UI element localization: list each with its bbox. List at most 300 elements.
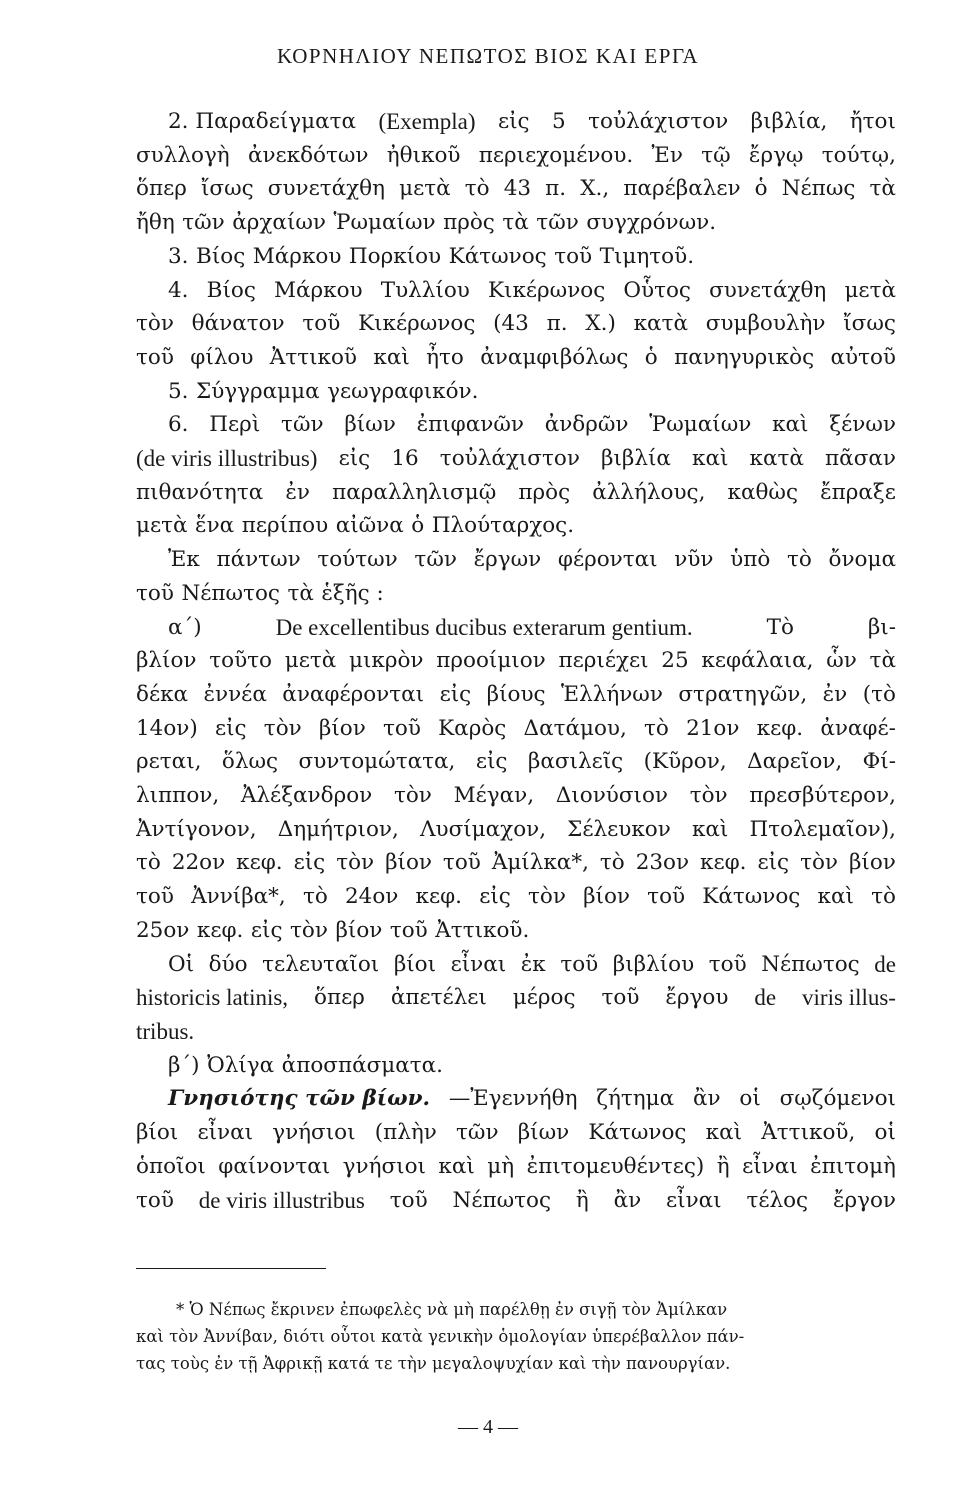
word: ὄνομα (828, 547, 896, 573)
word: ὁποῖοι (136, 1153, 206, 1179)
word: τοῦ (560, 951, 599, 977)
word: τοῦ (554, 243, 593, 269)
text-line (136, 1150, 896, 1184)
word: τοῦ (136, 884, 174, 910)
word: Νέπωτος (452, 1187, 551, 1213)
word: ἴσως (200, 176, 254, 202)
word: τῶν (414, 547, 457, 573)
text-line (136, 880, 896, 914)
word: Περὶ (209, 412, 261, 438)
word: Σύγγραμμα (196, 378, 320, 404)
word: προοίμιον (436, 648, 546, 674)
page-number: — 4 — (458, 1416, 518, 1438)
word: Ἐκ (168, 547, 200, 573)
word: ἀλλήλους, (592, 479, 706, 505)
word: φαίνονται (218, 1153, 331, 1179)
word: 24ον (344, 884, 399, 910)
word: περιέχει (558, 648, 649, 674)
word: πρεσβύτερον, (749, 783, 896, 809)
word: εἰς (338, 446, 371, 472)
footnote (136, 1296, 896, 1377)
word: αἰῶνα (335, 513, 404, 539)
word: αὐτοῦ (830, 344, 896, 370)
word: βιβλία (601, 446, 671, 472)
word: τοῦ (647, 884, 686, 910)
word: τὸν (136, 311, 174, 337)
text-line (136, 341, 896, 375)
word: περίπου (241, 513, 329, 539)
word: περιεχομένου. (478, 142, 634, 168)
word: τῶν (536, 210, 579, 236)
word: τὸ (302, 884, 328, 910)
word: τοῦ (601, 985, 640, 1011)
word: τοῦ (136, 580, 174, 606)
word: ἂν (692, 1086, 721, 1112)
word: Μάρκου (273, 277, 363, 303)
word: Βίος (196, 243, 246, 269)
word: Ἀττικοῦ, (761, 1120, 856, 1146)
word: 5 (552, 109, 566, 134)
word: τὸν (528, 884, 566, 910)
word: εἰς (214, 715, 247, 741)
word: ἀνεκδότων (247, 142, 369, 168)
word: πανηγυρικὸς (674, 344, 815, 370)
word: κεφάλαια, (701, 648, 814, 674)
text-line (136, 139, 896, 173)
word: τελευταῖοι (262, 951, 380, 977)
text-line (136, 846, 896, 880)
word: Νέπως (781, 176, 856, 202)
word: τὸν (336, 850, 375, 876)
text-line (136, 644, 896, 678)
word: ἀναφέρονται (282, 681, 425, 707)
word: δύο (208, 951, 248, 977)
word: (τὸ (862, 681, 896, 707)
word: καὶ (691, 816, 729, 842)
word: ὧν (826, 648, 857, 674)
word: εἰς (757, 850, 790, 876)
word: καὶ (705, 1120, 743, 1146)
word: βίοι (136, 1120, 179, 1146)
text-line (136, 678, 896, 712)
word: (Exempla) (378, 109, 476, 134)
word: μετὰ (399, 176, 451, 202)
word: δέκα (136, 681, 189, 707)
word: π. (545, 176, 567, 202)
word: ὁ (411, 513, 425, 539)
word: (de viris illustribus) (136, 446, 318, 472)
word: Ὀλίγα (207, 1052, 275, 1078)
word: τῷ (701, 142, 731, 168)
word: τὸν (800, 850, 838, 876)
word: Κάτωνος (588, 1120, 687, 1146)
word: τοῦ (136, 1187, 174, 1213)
text-line (136, 307, 896, 341)
word: κεφ. (415, 884, 462, 910)
word: historicis latinis, (136, 985, 289, 1011)
word: συνετάχθη (267, 176, 385, 202)
word: Κικέρωνος (358, 311, 476, 337)
word: ἐπιτομευθέντες) (526, 1153, 705, 1179)
word: Ἀννίβα*, (191, 884, 286, 910)
word: Ἀλέξανδρον (240, 783, 373, 809)
word: ἀποσπάσματα. (281, 1052, 444, 1078)
word: 2. Παραδείγματα (168, 109, 357, 134)
word: ρεται, (136, 749, 202, 775)
word: Διονύσιον (555, 783, 668, 809)
word: κεφ. (236, 850, 283, 876)
word: τὸ (136, 850, 161, 876)
word: de viris illustribus (198, 1187, 365, 1213)
word: Κικέρωνος (487, 277, 606, 303)
word: ἴσως (843, 311, 896, 337)
word: συμβουλὴν (705, 311, 826, 337)
word: τοῦ (302, 311, 341, 337)
word: Ἀττικοῦ (269, 344, 357, 370)
word: 25 (661, 648, 689, 674)
text-line (136, 577, 896, 611)
word: Τυλλίου (380, 277, 470, 303)
text-line (136, 1082, 896, 1116)
word: (43 (493, 311, 529, 337)
text-line (136, 105, 896, 139)
word: βίους (486, 681, 546, 707)
word: μετὰ (136, 513, 188, 539)
word: συνετάχθη (709, 277, 827, 303)
word: 5. (168, 378, 189, 404)
word: ἠθικοῦ (386, 142, 461, 168)
word: βιβλία, (750, 109, 828, 134)
word: τὸν (263, 715, 302, 741)
word: τὰ (869, 176, 896, 202)
word: Ῥωμαίων (333, 210, 436, 236)
word: ὅπερ (136, 176, 187, 202)
text-line (136, 1015, 896, 1049)
word: εἰς (479, 884, 511, 910)
word: καὶ (772, 412, 809, 438)
word: βασιλεῖς (527, 749, 624, 775)
word: ὅπερ (314, 985, 365, 1011)
word: 16 (391, 446, 419, 472)
word: τούτων (317, 547, 398, 573)
text-line (136, 981, 896, 1015)
word: ἀρχαίων (232, 210, 326, 236)
word: βλίον (136, 648, 197, 674)
word: τοῦτο (209, 648, 272, 674)
word: Δατάμου, (523, 715, 627, 741)
word: tribus. (136, 1018, 195, 1044)
word: ἐν (822, 681, 848, 707)
word: Ἑλλήνων (561, 681, 663, 707)
word: τὰ (502, 210, 529, 236)
word: ἐννέα (203, 681, 267, 707)
word: ἐκ (520, 951, 546, 977)
footnote-line: * Ὁ Νέπως ἔκρινεν ἐπωφελὲς νὰ μὴ παρέλθῃ ἐν σιγῇ τὸν Ἀμίλκαν (176, 1300, 728, 1319)
word: καὶ (373, 344, 410, 370)
word: De excellentibus ducibus exterarum gentium. (275, 614, 693, 640)
word: γνήσιοι (272, 1120, 356, 1146)
word: τὸν (689, 783, 728, 809)
text-line (136, 813, 896, 847)
word: συλλογὴ (136, 142, 230, 168)
word: σῳζόμενοι (779, 1086, 896, 1112)
word: ἀναφέ- (820, 715, 896, 741)
word: οἱ (874, 1120, 896, 1146)
word: θάνατον (191, 311, 285, 337)
word: 21ον (686, 715, 740, 741)
word: Λυσίμαχον, (419, 816, 547, 842)
word: ἔργῳ (748, 142, 804, 168)
word: Καρὸς (438, 715, 507, 741)
word: Κάτωνος (448, 243, 547, 269)
word: καὶ (438, 1153, 475, 1179)
word: ἢ (716, 1153, 730, 1179)
word: ἀναμφιβόλως (480, 344, 629, 370)
word: ἤτοι (849, 109, 896, 134)
word: 4. (168, 277, 189, 303)
word: τὸ (787, 547, 812, 573)
word: Τιμητοῦ. (599, 243, 695, 269)
word: μὴ (487, 1153, 515, 1179)
word: τοῦ (708, 951, 747, 977)
word: βίον (385, 850, 432, 876)
word: βίον (583, 884, 630, 910)
word: (Κῦρον, (643, 749, 727, 775)
word: τὸν (290, 917, 328, 943)
word: ὁ (644, 344, 658, 370)
word: τὰ (287, 580, 314, 606)
word: μετὰ (844, 277, 896, 303)
word: βίων (344, 412, 396, 438)
footnote-line: καὶ τὸν Ἀννίβαν, διότι οὗτοι κατὰ γενικὴν ὁμολογίαν ὑπερέβαλλον πάν- (136, 1327, 745, 1346)
word: τὸ (599, 850, 625, 876)
word: τὸν (393, 783, 432, 809)
word: ἔργον (832, 1187, 896, 1213)
word: Ἀττικοῦ. (435, 917, 530, 943)
word: μετὰ (284, 648, 337, 674)
word: τὸ (464, 176, 490, 202)
word: παραλληλισμῷ (332, 479, 497, 505)
word: ζήτημα (596, 1086, 675, 1112)
word: ἦτο (426, 344, 464, 370)
word: παρέβαλεν (623, 176, 741, 202)
word: (πλὴν (374, 1120, 437, 1146)
word: de (754, 985, 777, 1011)
text-line (136, 948, 896, 982)
word: οἱ (739, 1086, 761, 1112)
word: Πορκίου (348, 243, 442, 269)
text-line (136, 914, 896, 948)
word: γνήσιοι (342, 1153, 426, 1179)
word: κεφ. (700, 850, 747, 876)
word: τῶν (281, 412, 324, 438)
word: β΄) (168, 1052, 200, 1078)
word: πρὸς (518, 479, 571, 505)
word: de (874, 951, 896, 977)
word: βίον (318, 715, 366, 741)
word: ἔργου (665, 985, 729, 1011)
word: εἰς (250, 917, 283, 943)
word: Ἀμίλκα*, (491, 850, 589, 876)
text-line (136, 1184, 896, 1218)
word: Μάρκου (252, 243, 342, 269)
word: ἔργων (473, 547, 542, 573)
text-line (136, 206, 896, 240)
word: τοῦ (442, 850, 481, 876)
word: Γνησιότης τῶν βίων. (168, 1086, 430, 1112)
word: συντομώτατα, (298, 749, 456, 775)
text-line (136, 1049, 896, 1083)
word: ἀνδρῶν (544, 412, 629, 438)
word: λιππον, (136, 783, 220, 809)
word: μέρος (512, 985, 576, 1011)
word: βίον (335, 917, 383, 943)
running-header: ΚΟΡΝΗΛΙΟΥ ΝΕΠΩΤΟΣ ΒΙΟΣ ΚΑΙ ΕΡΓΑ (277, 44, 699, 68)
word: 23ον (635, 850, 690, 876)
word: Ἐν (651, 142, 683, 168)
word: τοῦ (389, 1187, 428, 1213)
word: νῦν (674, 547, 714, 573)
word: ὑπὸ (730, 547, 771, 573)
word: τούτῳ, (821, 142, 896, 168)
word: ὁ (754, 176, 768, 202)
word: τοῦ (383, 715, 421, 741)
word: τὰ (869, 648, 896, 674)
text-line (136, 611, 896, 645)
word: Χ., (580, 176, 610, 202)
word: τὸ (644, 715, 669, 741)
word: 3. (168, 243, 189, 269)
word: τῶν (182, 210, 225, 236)
word: ἔπραξε (820, 479, 896, 505)
text-line (136, 745, 896, 779)
word: καὶ (692, 446, 729, 472)
word: 43 (503, 176, 532, 202)
word: εἶναι (666, 1187, 722, 1213)
word: Φί- (862, 749, 896, 775)
word: πρὸς (443, 210, 495, 236)
word: βίοι (393, 951, 437, 977)
word: γεωγραφικόν. (327, 378, 479, 404)
word: πιθανότητα (136, 479, 264, 505)
word: α΄) (168, 614, 202, 640)
word: Χ.) (585, 311, 616, 337)
word: ἤθη (136, 210, 175, 236)
word: Τὸ (766, 614, 794, 640)
word: Οὗτος (623, 277, 691, 303)
text-line (136, 240, 896, 274)
word: Ῥωμαίων (649, 412, 752, 438)
word: τέλος (746, 1187, 809, 1213)
word: Οἱ (168, 951, 195, 977)
word: βιβλίου (612, 951, 695, 977)
word: ἑξῆς : (321, 580, 384, 606)
text-line (136, 375, 896, 409)
word: πᾶσαν (825, 446, 896, 472)
word: 6. (168, 412, 189, 438)
word: εἰς (439, 681, 472, 707)
text-line (136, 509, 896, 543)
word: viris illus- (802, 985, 896, 1011)
word: εἰς (293, 850, 326, 876)
word: κατὰ (749, 446, 804, 472)
body-text (136, 105, 896, 1217)
word: τοῦ (389, 917, 428, 943)
word: τῶν (456, 1120, 499, 1146)
word: Δημήτριον, (277, 816, 399, 842)
word: μικρὸν (349, 648, 424, 674)
word: Πλούταρχος. (431, 513, 575, 539)
word: Βίος (206, 277, 256, 303)
text-line (136, 543, 896, 577)
text-line (136, 1116, 896, 1150)
word: ἀπετέλει (390, 985, 487, 1011)
word: πάντων (216, 547, 301, 573)
word: Νέπωτος (181, 580, 280, 606)
word: εἰς (497, 109, 530, 134)
word: Σέλευκον (567, 816, 671, 842)
word: ξένων (829, 412, 896, 438)
word: φέρονται (557, 547, 658, 573)
text-line (136, 172, 896, 206)
word: στρατηγῶν, (678, 681, 808, 707)
text-line (136, 712, 896, 746)
word: ὅλως (221, 749, 279, 775)
word: 14ον) (136, 715, 198, 741)
word: κατὰ (633, 311, 688, 337)
word: κεφ. (196, 917, 244, 943)
word: καθὼς (727, 479, 798, 505)
text-line (136, 408, 896, 442)
word: βι- (867, 614, 896, 640)
word: βίον (848, 850, 896, 876)
word: ἐν (285, 479, 310, 505)
word: Ἀντίγονον, (136, 816, 257, 842)
footnote-line: τας τοὺς ἐν τῇ Ἀφρικῇ κατά τε τὴν μεγαλοψυχίαν καὶ τὴν πανουργίαν. (136, 1354, 731, 1373)
word: ἕνα (195, 513, 235, 539)
word: 22ον (171, 850, 226, 876)
word: Κάτωνος (702, 884, 801, 910)
word: τοὐλάχιστον (439, 446, 580, 472)
word: καὶ (817, 884, 854, 910)
word: βίων (517, 1120, 570, 1146)
text-line (136, 274, 896, 308)
word: κεφ. (756, 715, 804, 741)
word: τοὐλάχιστον (588, 109, 729, 134)
footnote-divider (136, 1268, 326, 1269)
word: ἂν (613, 1187, 642, 1213)
word: τὸ (871, 884, 896, 910)
word: συγχρόνων. (586, 210, 717, 236)
word: 25ον (136, 917, 190, 943)
text-line (136, 476, 896, 510)
word: εἶναι (742, 1153, 798, 1179)
text-line (136, 779, 896, 813)
word: Δαρεῖον, (747, 749, 843, 775)
word: —Ἐγεννήθη (448, 1086, 578, 1112)
word: εἶναι (197, 1120, 254, 1146)
word: Πτολεμαῖον), (749, 816, 896, 842)
word: ἐπιτομὴ (810, 1153, 896, 1179)
word: π. (546, 311, 568, 337)
word: τοῦ (136, 344, 174, 370)
word: ἢ (575, 1187, 589, 1213)
word: εἶναι (450, 951, 507, 977)
word: Νέπωτος (761, 951, 860, 977)
word: εἰς (475, 749, 508, 775)
text-line (136, 442, 896, 476)
word: ἐπιφανῶν (416, 412, 524, 438)
